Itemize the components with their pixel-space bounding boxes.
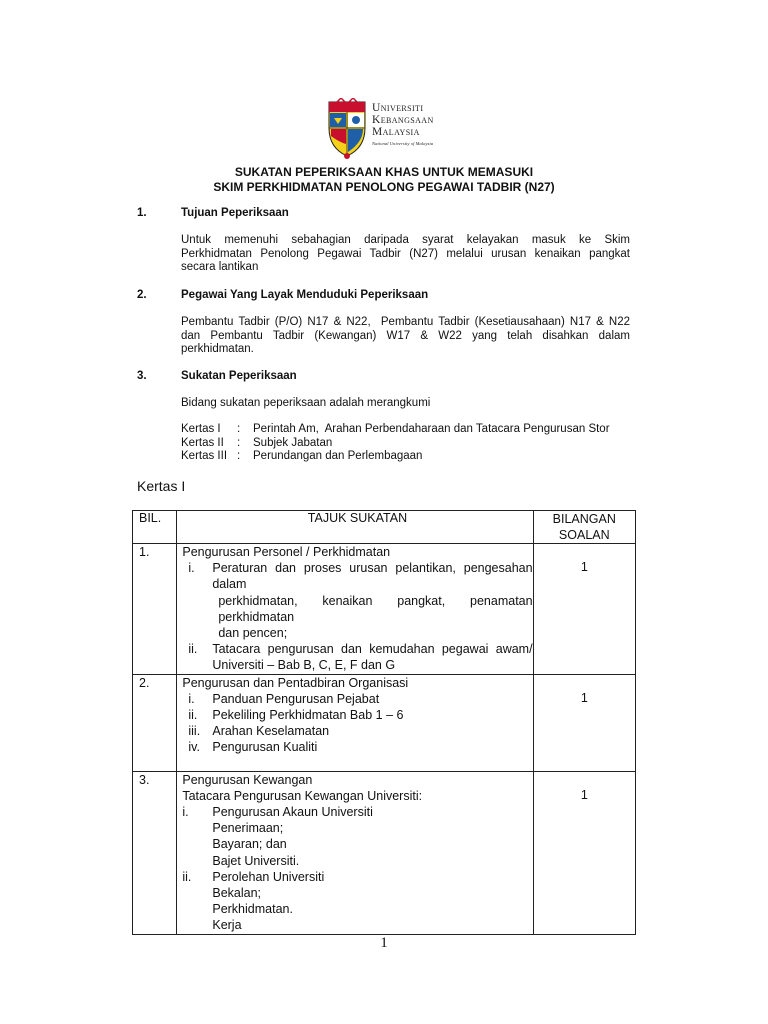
item-text: Arahan Keselamatan [212,724,330,739]
logo-line-2: Kebangsaan [372,114,434,126]
item-number: iii. [188,724,201,739]
paragraph-line: Perkhidmatan Penolong Pegawai Tadbir (N27) melalui urusan kenaikan pangkat [181,247,630,260]
section-2-paragraph [181,316,630,357]
section-1-paragraph [181,234,630,275]
row-soalan [533,544,635,675]
item-number [182,836,212,852]
kertas-list-item [181,437,610,451]
item-text: Bayaran; dan [212,837,287,852]
item-text: dan pencen; [218,626,288,641]
header-tajuk: TAJUK SUKATAN [177,511,533,544]
section-2-number: 2. [137,289,147,301]
row-item [182,853,532,869]
row-item [182,641,532,657]
kertas-colon: : [237,450,241,462]
document-title-line-2: SKIM PERKHIDMATAN PENOLONG PEGAWAI TADBIR (N27) [213,180,555,194]
item-number: ii. [188,642,198,657]
table-row [133,544,636,675]
row-item [182,560,532,592]
ukm-logo-text [372,102,434,146]
item-number [182,885,212,901]
item-text: Perkhidmatan. [212,902,293,917]
row-bil: 1. [133,544,177,675]
section-1-heading: Tujuan Peperiksaan [181,207,289,219]
paragraph-line: Untuk memenuhi sebahagian daripada syarat kelayakan masuk ke Skim [181,234,630,246]
row-item [182,869,532,885]
header-bil: BIL. [133,511,177,544]
item-text: Perolehan Universiti [212,869,325,884]
header-soalan-line-2: SOALAN [558,528,610,542]
item-number: i. [188,691,195,706]
row-item [182,804,532,820]
soalan-value: 1 [580,690,588,705]
row-item [182,901,532,917]
kertas-name: Kertas I [181,423,221,435]
row-item [182,625,532,641]
syllabus-table [132,510,636,935]
table-row [133,674,636,771]
kertas-1-label: Kertas I [137,478,186,494]
row-item [182,707,532,723]
kertas-list-item [181,450,610,464]
row-title: Pengurusan dan Pentadbiran Organisasi [182,675,409,690]
item-text: Kerja [212,918,242,933]
row-tajuk [177,771,533,934]
item-number [182,820,212,836]
logo-line-1: Universiti [372,102,424,114]
ukm-crest-icon [325,98,369,160]
logo-subtitle: National University of Malaysia [372,141,434,146]
row-item [182,836,532,852]
row-item [182,593,532,625]
row-title: Pengurusan Personel / Perkhidmatan [182,545,391,559]
item-number: ii. [188,708,198,723]
item-number: i. [188,561,195,576]
section-2-heading: Pegawai Yang Layak Menduduki Peperiksaan [181,289,429,301]
paragraph-line: perkhidmatan. [181,343,254,355]
item-number [182,853,212,869]
row-tajuk [177,674,533,771]
item-text: perkhidmatan, kenaikan pangkat, penamatan perkhidmatan [218,593,533,624]
row-subtitle: Tatacara Pengurusan Kewangan Universiti: [182,788,423,803]
item-text: Pekeliling Perkhidmatan Bab 1 – 6 [212,708,404,723]
table-header-row [133,511,636,544]
row-soalan [533,674,635,771]
kertas-colon: : [237,436,241,449]
item-text: Peraturan dan proses urusan pelantikan, pengesahan dalam [212,561,533,592]
ukm-logo [325,98,447,160]
kertas-desc: Perundangan dan Perlembagaan [253,450,423,462]
item-text: Bajet Universiti. [212,853,300,868]
row-bil: 2. [133,674,177,771]
kertas-desc: Perintah Am, Arahan Perbendaharaan dan Tatacara Pengurusan Stor [253,423,610,435]
row-soalan [533,771,635,934]
item-text: Bekalan; [212,886,262,901]
section-3-intro: Bidang sukatan peperiksaan adalah merangkumi [181,397,431,409]
kertas-name: Kertas III [181,450,228,462]
document-title-line-1: SUKATAN PEPERIKSAAN KHAS UNTUK MEMASUKI [234,165,534,179]
item-number [182,917,212,933]
section-3-number: 3. [137,370,147,382]
item-number: ii. [182,869,192,884]
item-text: Pengurusan Kualiti [212,740,318,755]
item-number: iv. [188,740,200,755]
item-number [182,901,212,917]
item-text: Panduan Pengurusan Pejabat [212,691,380,706]
logo-line-3: Malaysia [372,126,420,138]
table-row [133,771,636,934]
row-item [182,723,532,739]
item-text: Tatacara pengurusan dan kemudahan pegawai awam/ [212,642,533,657]
item-number: i. [182,805,189,820]
header-soalan-line-1: BILANGAN [552,512,616,526]
row-bil: 3. [133,771,177,934]
item-number [182,625,218,641]
kertas-list-item [181,423,610,437]
row-item [182,691,532,707]
paragraph-line: Pembantu Tadbir (P/O) N17 & N22, Pembantu Tadbir (Kesetiausahaan) N17 & N22 [181,316,630,328]
kertas-colon: : [237,423,241,435]
kertas-name: Kertas II [181,436,224,449]
page-number: 1 [380,935,388,951]
item-text: Universiti – Bab B, C, E, F dan G [212,658,396,673]
item-text: Penerimaan; [212,821,284,836]
section-1-number: 1. [137,207,147,219]
soalan-value: 1 [580,787,588,802]
kertas-desc: Subjek Jabatan [253,436,333,449]
item-text: Pengurusan Akaun Universiti [212,805,373,820]
row-item [182,657,532,673]
row-item [182,917,532,933]
section-3-heading: Sukatan Peperiksaan [181,370,297,382]
row-item [182,820,532,836]
row-item [182,885,532,901]
paragraph-line: dan Pembantu Tadbir (Kewangan) W17 & W22 yang telah disahkan dalam [181,329,630,342]
kertas-list [181,423,610,464]
item-number [182,593,218,625]
row-title: Pengurusan Kewangan [182,772,313,787]
paragraph-line: secara lantikan [181,261,259,273]
soalan-value: 1 [580,560,588,574]
row-item [182,739,532,755]
header-soalan [533,511,635,544]
item-number [182,657,212,673]
row-tajuk [177,544,533,675]
